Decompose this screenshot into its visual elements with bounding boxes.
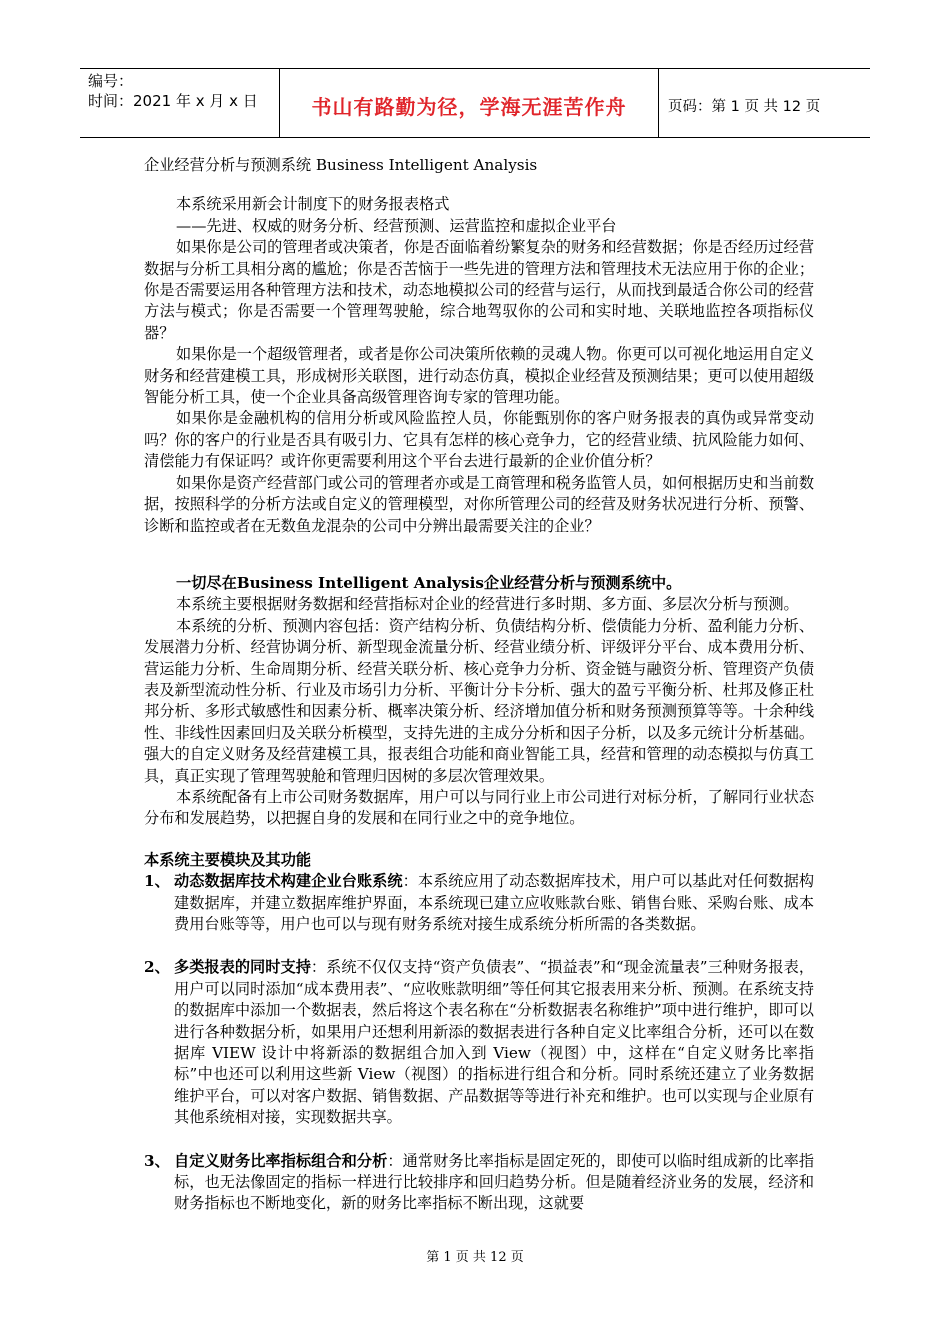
modules-heading: 本系统主要模块及其功能 [144, 850, 312, 869]
paragraph: 本系统的分析、预测内容包括：资产结构分析、负债结构分析、偿债能力分析、盈利能力分析、发展潜力分析、经营协调分析、新型现金流量分析、经营业绩分析、评级评分平台、成本费用分析、营运能力分析、生命周期分析、经营关联分析、核心竞争力分析、资金链与融资分析、管理资产负债表及新型流动性分析、行业及市场引力分析、平衡计分卡分析、强大的盈亏平衡分析、杜邦及修正杜邦分析、多形式敏感性和因素分析、概率决策分析、经济增加值分析和财务预测预算等等。十余种线性、非线性因素回归及关联分析模型，支持先进的主成分分析和因子分析，以及多元统计分析基础。强大的自定义财务及经营建模工具，报表组合功能和商业智能工具，经营和管理的动态模拟与仿真工具，真正实现了管理驾驶舱和管理归因树的多层次管理效果。 [144, 616, 814, 785]
header-divider [658, 69, 659, 137]
module-item [144, 1151, 814, 1215]
intro-line: ——先进、权威的财务分析、经营预测、运营监控和虚拟企业平台 [176, 216, 617, 235]
header-number-label: 编号： [88, 72, 134, 90]
document-body [144, 155, 814, 1215]
intro-line: 本系统采用新会计制度下的财务报表格式 [176, 195, 450, 214]
module-text: ：系统不仅仅支持“资产负债表”、“损益表”和“现金流量表”三种财务报表，用户可以同时添加“成本费用表”、“应收账款明细”等任何其它报表用来分析、预测。在系统支持的数据库中添加一个数据表，然后将这个表名称在“分析数据表名称维护”项中进行维护，即可以进行各种数据分析，如果用户还想利用新添的数据表进行各种自定义比率组合分析，还可以在数据库 VIEW 设计中将新添的数据组合加入到 View（视图）中，这样在“自定义财务比率指标”中也还可以利用这些新 View（视图）的指标进行组合和分析。同时系统还建立了业务数据维护平台，可以对客户数据、销售数据、产品数据等等进行补充和维护。也可以实现与企业原有其他系统相对接，实现数据共享。 [174, 958, 815, 1127]
document-title: 企业经营分析与预测系统 Business Intelligent Analysis [144, 156, 538, 174]
paragraph: 本系统配备有上市公司财务数据库，用户可以与同行业上市公司进行对标分析，了解同行业状态分布和发展趋势，以把握自身的发展和在同行业之中的竞争地位。 [144, 787, 814, 828]
paragraph: 如果你是资产经营部门或公司的管理者亦或是工商管理和税务监管人员，如何根据历史和当前数据，按照科学的分析方法或自定义的管理模型，对你所管理公司的经营及财务状况进行分析、预警、诊断和监控或者在无数鱼龙混杂的公司中分辨出最需要关注的企业？ [144, 473, 814, 535]
module-title: 自定义财务比率指标组合和分析 [174, 1151, 388, 1170]
paragraph: 本系统主要根据财务数据和经营指标对企业的经营进行多时期、多方面、多层次分析与预测。 [176, 595, 799, 614]
page-footer: 第 1 页 共 12 页 [426, 1250, 524, 1265]
module-number: 2、 [144, 958, 170, 977]
module-number: 1、 [144, 872, 170, 891]
header-time-label: 时间：2021 年 x 月 x 日 [88, 92, 258, 110]
module-item [144, 957, 814, 1128]
page-header [80, 68, 870, 138]
paragraph: 如果你是金融机构的信用分析或风险监控人员，你能甄别你的客户财务报表的真伪或异常变动吗？你的客户的行业是否具有吸引力、它具有怎样的核心竞争力，它的经营业绩、抗风险能力如何、清偿能力有保证吗？或许你更需要利用这个平台去进行最新的企业价值分析？ [144, 409, 814, 471]
module-item [144, 871, 814, 935]
module-text: ：通常财务比率指标是固定死的，即使可以临时组成新的比率指标，也无法像固定的指标一样进行比较排序和回归趋势分析。但是随着经济业务的发展，经济和财务指标也不断地变化，新的财务比率指标不断出现，这就要 [174, 1151, 815, 1213]
highlight-line: 一切尽在Business Intelligent Analysis企业经营分析与预测系统中。 [176, 573, 682, 592]
module-text: ：本系统应用了动态数据库技术，用户可以基此对任何数据构建数据库，并建立数据库维护界面，本系统现已建立应收账款台账、销售台账、采购台账、成本费用台账等等，用户也可以与现有财务系统对接生成系统分析所需的各类数据。 [174, 872, 815, 933]
paragraph: 如果你是一个超级管理者，或者是你公司决策所依赖的灵魂人物。你更可以可视化地运用自定义财务和经营建模工具，形成树形关联图，进行动态仿真，模拟企业经营及预测结果；更可以使用超级智能分析工具，使一个企业具备高级管理咨询专家的管理功能。 [144, 345, 814, 407]
module-number: 3、 [144, 1151, 170, 1170]
header-page-info: 页码：第 1 页 共 12 页 [668, 99, 821, 115]
module-title: 动态数据库技术构建企业台账系统 [174, 872, 403, 891]
paragraph: 如果你是公司的管理者或决策者，你是否面临着纷繁复杂的财务和经营数据；你是否经历过经营数据与分析工具相分离的尴尬；你是否苦恼于一些先进的管理方法和管理技术无法应用于你的企业；你是否需要运用各种管理方法和技术，动态地模拟公司的经营与运行，从而找到最适合你公司的经营方法与模式；你是否需要一个管理驾驶舱，综合地驾驭你的公司和实时地、关联地监控各项指标仪器？ [144, 238, 814, 342]
header-motto: 书山有路勤为径，学海无涯苦作舟 [311, 95, 627, 119]
module-title: 多类报表的同时支持 [174, 958, 311, 977]
header-meta [88, 71, 258, 111]
